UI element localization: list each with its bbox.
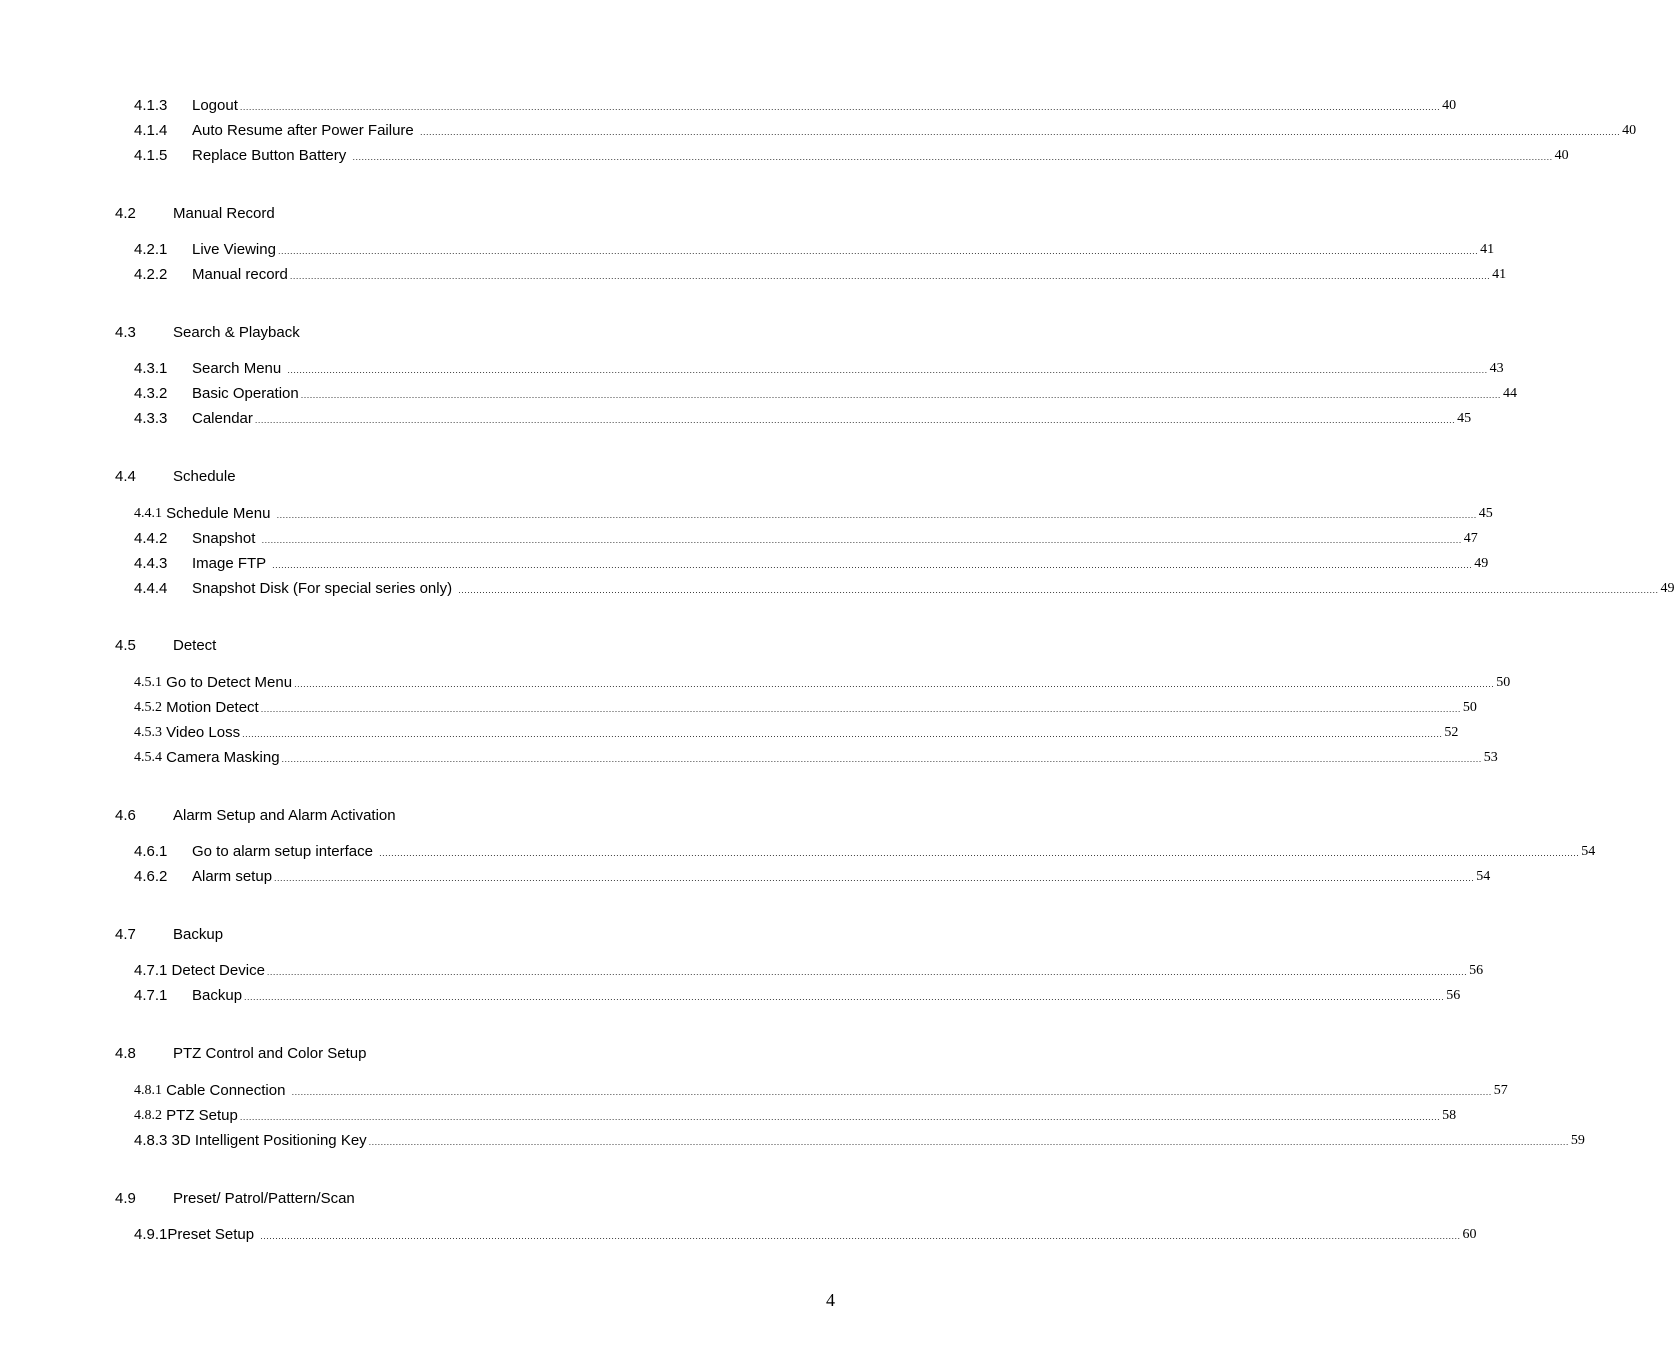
entry-number: 4.2.1 xyxy=(134,241,168,258)
toc-heading[interactable] xyxy=(115,924,223,944)
entry-title: PTZ Setup xyxy=(162,1107,238,1124)
entry-title: Alarm setup xyxy=(192,868,273,885)
entry-page-number: 60 xyxy=(1462,1227,1477,1242)
entry-page-number: 54 xyxy=(1581,844,1596,859)
entry-page-number: 49 xyxy=(1660,581,1674,596)
dot-leader: ................................................................................................................................................................................................................................................................................................................................................................................................................ xyxy=(276,510,1477,520)
toc-heading[interactable] xyxy=(115,203,275,223)
entry-title: Basic Operation xyxy=(192,385,299,402)
heading-title: Detect xyxy=(173,637,217,654)
entry-number: 4.7.1 xyxy=(134,987,168,1004)
entry-title: Auto Resume after Power Failure xyxy=(192,122,418,139)
dot-leader: ................................................................................................................................................................................................................................................................................................................................................................................................................ xyxy=(379,848,1580,858)
entry-title: Preset Setup xyxy=(167,1226,259,1243)
dot-leader: ................................................................................................................................................................................................................................................................................................................................................................................................................ xyxy=(261,535,1462,545)
entry-title: Replace Button Battery xyxy=(192,147,351,164)
toc-entry[interactable] xyxy=(134,95,1457,115)
dot-leader: ................................................................................................................................................................................................................................................................................................................................................................................................................ xyxy=(294,679,1495,689)
heading-number: 4.2 xyxy=(115,205,136,222)
entry-page-number: 40 xyxy=(1442,98,1457,113)
heading-number: 4.3 xyxy=(115,324,136,341)
entry-page-number: 59 xyxy=(1570,1133,1585,1148)
toc-entry[interactable] xyxy=(134,578,1674,598)
toc-heading[interactable] xyxy=(115,1043,366,1063)
toc-entry[interactable] xyxy=(134,120,1637,140)
entry-title: Go to Detect Menu xyxy=(162,674,293,691)
entry-page-number: 40 xyxy=(1622,123,1637,138)
dot-leader: ................................................................................................................................................................................................................................................................................................................................................................................................................ xyxy=(242,729,1443,739)
toc-entry[interactable] xyxy=(134,145,1569,165)
entry-number: 4.4.4 xyxy=(134,580,168,597)
dot-leader: ................................................................................................................................................................................................................................................................................................................................................................................................................ xyxy=(281,754,1482,764)
entry-page-number: 41 xyxy=(1492,267,1507,282)
entry-page-number: 45 xyxy=(1478,506,1493,521)
dot-leader: ................................................................................................................................................................................................................................................................................................................................................................................................................ xyxy=(368,1137,1569,1147)
entry-number: 4.5.1 xyxy=(134,675,162,690)
toc-entry[interactable] xyxy=(134,383,1517,403)
dot-leader: ................................................................................................................................................................................................................................................................................................................................................................................................................ xyxy=(287,365,1488,375)
entry-title: Cable Connection xyxy=(162,1082,290,1099)
toc-entry[interactable] xyxy=(134,1224,1477,1244)
toc-entry[interactable] xyxy=(134,1080,1508,1100)
entry-page-number: 41 xyxy=(1480,242,1495,257)
dot-leader: ................................................................................................................................................................................................................................................................................................................................................................................................................ xyxy=(458,585,1659,595)
dot-leader: ................................................................................................................................................................................................................................................................................................................................................................................................................ xyxy=(266,967,1468,977)
dot-leader: ................................................................................................................................................................................................................................................................................................................................................................................................................ xyxy=(274,873,1475,883)
entry-title: Motion Detect xyxy=(162,699,259,716)
entry-number: 4.8.2 xyxy=(134,1108,162,1123)
entry-number: 4.9.1 xyxy=(134,1226,168,1243)
entry-number: 4.8.3 xyxy=(134,1132,168,1149)
entry-page-number: 45 xyxy=(1457,411,1472,426)
toc-entry[interactable] xyxy=(134,239,1495,259)
heading-title: PTZ Control and Color Setup xyxy=(173,1045,367,1062)
toc-entry[interactable] xyxy=(134,697,1477,717)
dot-leader: ................................................................................................................................................................................................................................................................................................................................................................................................................ xyxy=(272,560,1473,570)
entry-number: 4.4.3 xyxy=(134,555,168,572)
entry-page-number: 56 xyxy=(1446,988,1461,1003)
toc-entry[interactable] xyxy=(134,672,1511,692)
heading-number: 4.8 xyxy=(115,1045,136,1062)
toc-entry[interactable] xyxy=(134,503,1493,523)
entry-page-number: 52 xyxy=(1444,725,1459,740)
toc-heading[interactable] xyxy=(115,322,300,342)
heading-number: 4.4 xyxy=(115,468,136,485)
heading-number: 4.7 xyxy=(115,926,136,943)
entry-number: 4.4.2 xyxy=(134,530,168,547)
toc-entry[interactable] xyxy=(134,553,1489,573)
entry-title: Detect Device xyxy=(167,962,265,979)
entry-title: Logout xyxy=(192,97,238,114)
entry-title: Image FTP xyxy=(192,555,271,572)
heading-number: 4.5 xyxy=(115,637,136,654)
heading-number: 4.9 xyxy=(115,1190,136,1207)
entry-number: 4.1.3 xyxy=(134,97,168,114)
toc-entry[interactable] xyxy=(134,528,1478,548)
dot-leader: ................................................................................................................................................................................................................................................................................................................................................................................................................ xyxy=(277,246,1479,256)
heading-title: Alarm Setup and Alarm Activation xyxy=(173,807,396,824)
entry-number: 4.5.3 xyxy=(134,725,162,740)
heading-number: 4.6 xyxy=(115,807,136,824)
entry-title: Video Loss xyxy=(162,724,241,741)
toc-entry[interactable] xyxy=(134,358,1504,378)
dot-leader: ................................................................................................................................................................................................................................................................................................................................................................................................................ xyxy=(260,1231,1461,1241)
entry-title: Go to alarm setup interface xyxy=(192,843,378,860)
entry-title: Snapshot Disk (For special series only) xyxy=(192,580,457,597)
entry-page-number: 58 xyxy=(1442,1108,1457,1123)
toc-entry[interactable] xyxy=(134,722,1459,742)
dot-leader: ................................................................................................................................................................................................................................................................................................................................................................................................................ xyxy=(289,271,1491,281)
dot-leader: ................................................................................................................................................................................................................................................................................................................................................................................................................ xyxy=(419,127,1621,137)
entry-page-number: 44 xyxy=(1502,386,1517,401)
toc-entry[interactable] xyxy=(134,841,1596,861)
entry-title: Snapshot xyxy=(192,530,260,547)
dot-leader: ................................................................................................................................................................................................................................................................................................................................................................................................................ xyxy=(291,1087,1492,1097)
dot-leader: ................................................................................................................................................................................................................................................................................................................................................................................................................ xyxy=(239,102,1441,112)
entry-number: 4.6.1 xyxy=(134,843,168,860)
entry-number: 4.4.1 xyxy=(134,506,162,521)
dot-leader: ................................................................................................................................................................................................................................................................................................................................................................................................................ xyxy=(260,704,1461,714)
heading-title: Manual Record xyxy=(173,205,275,222)
dot-leader: ................................................................................................................................................................................................................................................................................................................................................................................................................ xyxy=(254,415,1456,425)
heading-title: Backup xyxy=(173,926,224,943)
page-number: 4 xyxy=(826,1290,835,1310)
toc-entry[interactable] xyxy=(134,747,1498,767)
toc-entry[interactable] xyxy=(134,1105,1457,1125)
toc-entry[interactable] xyxy=(134,960,1484,980)
entry-title: Calendar xyxy=(192,410,253,427)
heading-title: Preset/ Patrol/Pattern/Scan xyxy=(173,1190,355,1207)
dot-leader: ................................................................................................................................................................................................................................................................................................................................................................................................................ xyxy=(244,992,1445,1002)
entry-title: Schedule Menu xyxy=(162,505,275,522)
entry-page-number: 47 xyxy=(1463,531,1478,546)
toc-heading[interactable] xyxy=(115,1188,355,1208)
entry-number: 4.2.2 xyxy=(134,266,168,283)
heading-title: Schedule xyxy=(173,468,236,485)
entry-number: 4.8.1 xyxy=(134,1083,162,1098)
entry-number: 4.1.5 xyxy=(134,147,168,164)
toc-heading[interactable] xyxy=(115,635,216,655)
dot-leader: ................................................................................................................................................................................................................................................................................................................................................................................................................ xyxy=(239,1112,1441,1122)
toc-entry[interactable] xyxy=(134,866,1491,886)
dot-leader: ................................................................................................................................................................................................................................................................................................................................................................................................................ xyxy=(352,152,1553,162)
toc-heading[interactable] xyxy=(115,805,396,825)
entry-title: Manual record xyxy=(192,266,288,283)
entry-number: 4.5.4 xyxy=(134,750,162,765)
entry-title: Live Viewing xyxy=(192,241,276,258)
entry-number: 4.3.1 xyxy=(134,360,168,377)
toc-heading[interactable] xyxy=(115,466,236,486)
entry-number: 4.7.1 xyxy=(134,962,168,979)
entry-number: 4.3.2 xyxy=(134,385,168,402)
entry-page-number: 40 xyxy=(1554,148,1569,163)
entry-number: 4.3.3 xyxy=(134,410,168,427)
entry-page-number: 43 xyxy=(1489,361,1504,376)
dot-leader: ................................................................................................................................................................................................................................................................................................................................................................................................................ xyxy=(300,390,1501,400)
entry-number: 4.5.2 xyxy=(134,700,162,715)
toc-entry[interactable] xyxy=(134,408,1472,428)
toc-entry[interactable] xyxy=(134,985,1461,1005)
entry-title: Camera Masking xyxy=(162,749,280,766)
entry-title: 3D Intelligent Positioning Key xyxy=(167,1132,367,1149)
entry-page-number: 56 xyxy=(1469,963,1484,978)
entry-title: Search Menu xyxy=(192,360,286,377)
entry-page-number: 50 xyxy=(1496,675,1511,690)
entry-page-number: 53 xyxy=(1483,750,1498,765)
entry-page-number: 49 xyxy=(1474,556,1489,571)
toc-entry[interactable] xyxy=(134,1130,1585,1150)
entry-number: 4.1.4 xyxy=(134,122,168,139)
entry-title: Backup xyxy=(192,987,243,1004)
entry-page-number: 54 xyxy=(1476,869,1491,884)
entry-page-number: 50 xyxy=(1462,700,1477,715)
entry-number: 4.6.2 xyxy=(134,868,168,885)
entry-page-number: 57 xyxy=(1493,1083,1508,1098)
toc-entry[interactable] xyxy=(134,264,1507,284)
heading-title: Search & Playback xyxy=(173,324,300,341)
